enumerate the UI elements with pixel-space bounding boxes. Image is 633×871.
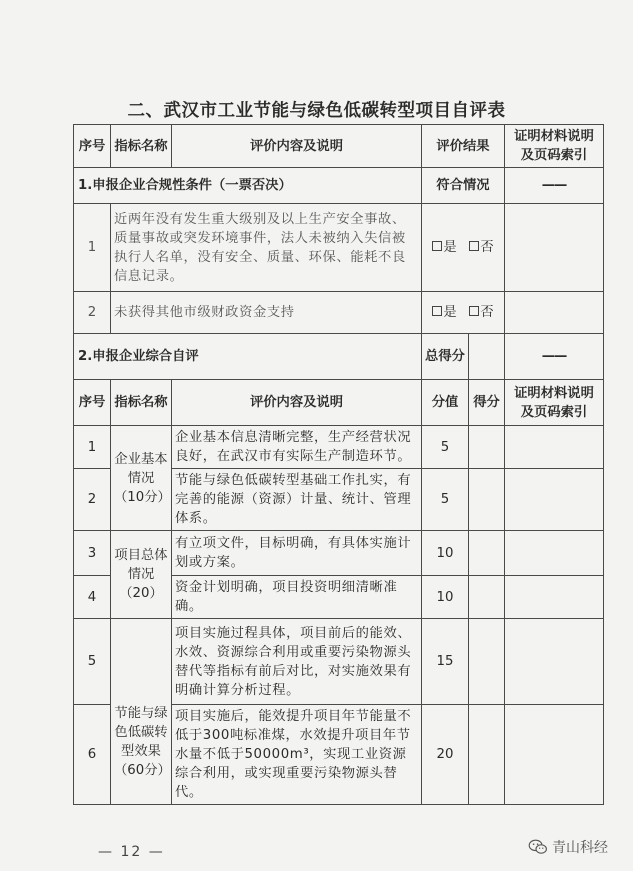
self-evaluation-table [73, 124, 604, 805]
col-header-score: 得分 [469, 380, 505, 426]
evidence-cell [505, 426, 604, 469]
watermark [528, 837, 608, 857]
row-score-value: 20 [422, 705, 469, 805]
wechat-icon [528, 839, 548, 855]
col-header-result: 评价结果 [422, 125, 505, 168]
yes-label: 是 [443, 305, 457, 320]
evidence-cell [505, 292, 604, 334]
evidence-cell [505, 531, 604, 576]
page-title: 二、武汉市工业节能与绿色低碳转型项目自评表 [127, 101, 506, 121]
row-score-value: 5 [422, 426, 469, 469]
yes-no-options [422, 204, 505, 292]
row-content: 项目实施后，能效提升项目年节能量不低于300吨标准煤，水效提升项目年节水量不低于50000m³，实现工业资源综合利用，或实现重要污染物源头替代。 [172, 705, 422, 805]
table-row [74, 531, 604, 576]
table-row [74, 292, 604, 334]
row-score-input[interactable] [469, 426, 505, 469]
table-row [74, 426, 604, 469]
row-score-input[interactable] [469, 469, 505, 531]
row-score-input[interactable] [469, 619, 505, 705]
yes-checkbox[interactable] [432, 306, 442, 316]
col-header-indicator: 指标名称 [111, 125, 172, 168]
row-score-input[interactable] [469, 531, 505, 576]
row-score-value: 10 [422, 576, 469, 619]
no-checkbox[interactable] [469, 241, 479, 251]
watermark-text: 青山科经 [552, 840, 608, 856]
row-content: 有立项文件，目标明确，有具体实施计划或方案。 [172, 531, 422, 576]
row-score-input[interactable] [469, 705, 505, 805]
no-label: 否 [480, 240, 494, 255]
page-number: — 12 — [98, 844, 165, 860]
col-header-no: 序号 [74, 380, 111, 426]
yes-no-options [422, 292, 505, 334]
col-header-content: 评价内容及说明 [172, 380, 422, 426]
row-number: 1 [74, 426, 111, 469]
section1-heading-row [74, 168, 604, 204]
row-content: 项目实施过程具体，项目前后的能效、水效、资源综合利用或重要污染物源头替代等指标有前后对比，对实施效果有明确计算分析过程。 [172, 619, 422, 705]
col-header-content: 评价内容及说明 [172, 125, 422, 168]
row-content: 资金计划明确，项目投资明细清晰准确。 [172, 576, 422, 619]
section2-heading: 2.申报企业综合自评 [74, 334, 422, 380]
compliance-status-header: 符合情况 [422, 168, 505, 204]
section1-header-row [74, 125, 604, 168]
row-score-value: 10 [422, 531, 469, 576]
table-row [74, 204, 604, 292]
row-number: 1 [74, 204, 111, 292]
row-number: 4 [74, 576, 111, 619]
yes-checkbox[interactable] [432, 241, 442, 251]
indicator-group-project-overview: 项目总体情况（20） [111, 531, 172, 619]
row-content: 未获得其他市级财政资金支持 [111, 292, 422, 334]
row-score-value: 15 [422, 619, 469, 705]
table-row [74, 619, 604, 705]
section2-evidence-dash: —— [505, 334, 604, 380]
row-number: 2 [74, 469, 111, 531]
row-score-value: 5 [422, 469, 469, 531]
section2-header-row [74, 380, 604, 426]
evidence-cell [505, 619, 604, 705]
col-header-evidence: 证明材料说明及页码索引 [505, 125, 604, 168]
row-number: 5 [74, 619, 111, 705]
section2-heading-row [74, 334, 604, 380]
col-header-evidence: 证明材料说明及页码索引 [505, 380, 604, 426]
row-number: 3 [74, 531, 111, 576]
no-label: 否 [480, 305, 494, 320]
evidence-cell [505, 705, 604, 805]
total-score-label: 总得分 [422, 334, 469, 380]
indicator-group-company-basics: 企业基本情况（10分） [111, 426, 172, 531]
row-number: 2 [74, 292, 111, 334]
col-header-score-value: 分值 [422, 380, 469, 426]
section1-heading: 1.申报企业合规性条件（一票否决） [74, 168, 422, 204]
row-score-input[interactable] [469, 576, 505, 619]
total-score-value [469, 334, 505, 380]
evidence-cell [505, 204, 604, 292]
yes-label: 是 [443, 240, 457, 255]
row-content: 近两年没有发生重大级别及以上生产安全事故、质量事故或突发环境事件，法人未被纳入失信被执行人名单，没有安全、质量、环保、能耗不良信息记录。 [111, 204, 422, 292]
indicator-group-green-transition: 节能与绿色低碳转型效果（60分） [111, 619, 172, 805]
row-number: 6 [74, 705, 111, 805]
row-content: 企业基本信息清晰完整，生产经营状况良好，在武汉市有实际生产制造环节。 [172, 426, 422, 469]
col-header-no: 序号 [74, 125, 111, 168]
col-header-indicator: 指标名称 [111, 380, 172, 426]
no-checkbox[interactable] [469, 306, 479, 316]
row-content: 节能与绿色低碳转型基础工作扎实，有完善的能源（资源）计量、统计、管理体系。 [172, 469, 422, 531]
section1-evidence-dash: —— [505, 168, 604, 204]
evidence-cell [505, 469, 604, 531]
evidence-cell [505, 576, 604, 619]
